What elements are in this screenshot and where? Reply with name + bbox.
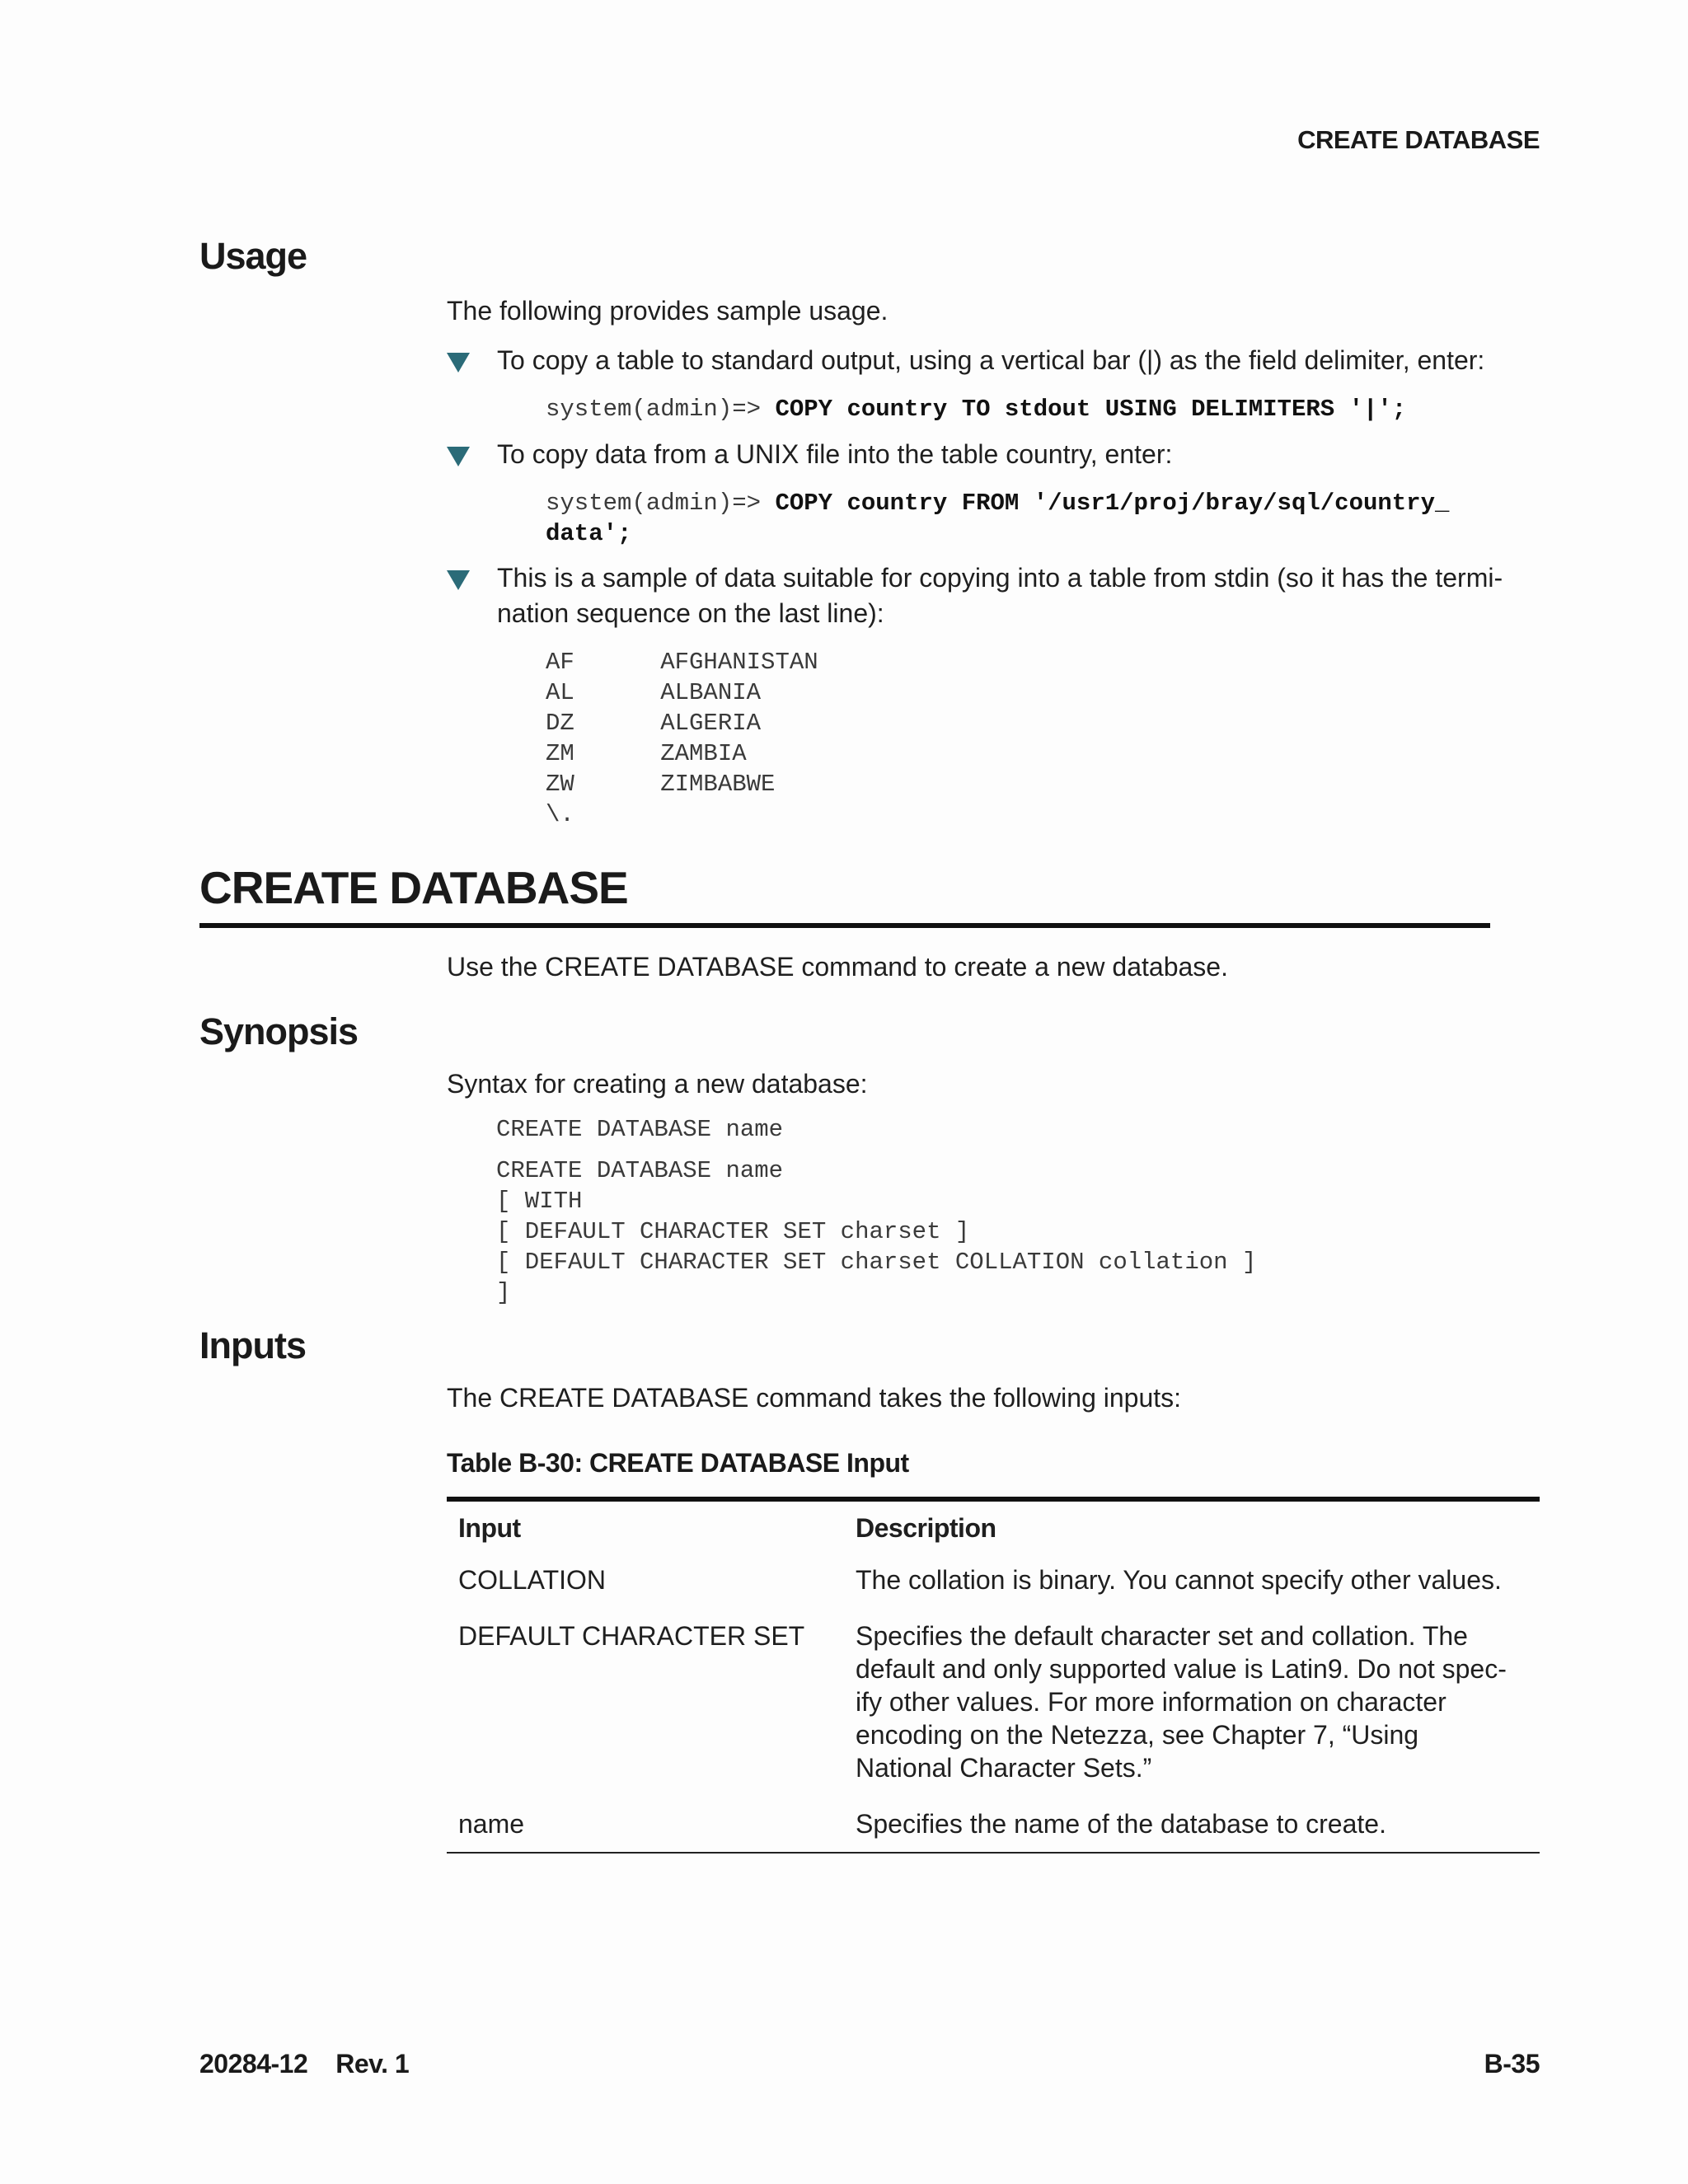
data-row: ZW ZIMBABWE <box>546 771 776 798</box>
usage-item-2-text: To copy data from a UNIX file into the table country, enter: <box>497 439 1173 469</box>
desc-line: Specifies the default character set and collation. The <box>856 1621 1468 1651</box>
section-title: CREATE DATABASE <box>199 862 628 913</box>
footer-revision: Rev. 1 <box>335 2049 410 2079</box>
usage-item-2-code <box>546 488 1449 549</box>
desc-line: encoding on the Netezza, see Chapter 7, “Using <box>856 1720 1419 1750</box>
code-line: [ DEFAULT CHARACTER SET charset COLLATION collation ] <box>496 1249 1257 1276</box>
text-line: nation sequence on the last line): <box>497 598 884 628</box>
column-header-input: Input <box>447 1499 844 1552</box>
data-row: ZM ZAMBIA <box>546 740 747 767</box>
synopsis-intro: Syntax for creating a new database: <box>447 1069 868 1099</box>
data-row: AF AFGHANISTAN <box>546 649 818 676</box>
inputs-heading: Inputs <box>199 1324 306 1366</box>
desc-line: Specifies the name of the database to create. <box>856 1809 1386 1839</box>
desc-line: default and only supported value is Latin9. Do not spec- <box>856 1654 1507 1684</box>
code-command: COPY country TO stdout USING DELIMITERS '|'; <box>775 396 1407 423</box>
bullet-arrow-icon <box>447 570 470 590</box>
cell-input: COLLATION <box>458 1565 606 1595</box>
table-row <box>447 1608 1540 1796</box>
desc-line: ify other values. For more information on character <box>856 1687 1447 1717</box>
cell-description <box>844 1796 1540 1853</box>
code-command-cont: data'; <box>546 520 632 547</box>
code-line: [ DEFAULT CHARACTER SET charset ] <box>496 1218 970 1245</box>
cell-input: DEFAULT CHARACTER SET <box>458 1621 805 1651</box>
bullet-arrow-icon <box>447 447 470 466</box>
desc-line: The collation is binary. You cannot specify other values. <box>856 1565 1502 1595</box>
inputs-intro: The CREATE DATABASE command takes the following inputs: <box>447 1383 1182 1413</box>
usage-item-1-text: To copy a table to standard output, using a vertical bar (|) as the field delimiter, enter: <box>497 345 1485 375</box>
table-row <box>447 1796 1540 1853</box>
code-command: COPY country FROM '/usr1/proj/bray/sql/country_ <box>775 490 1450 517</box>
usage-intro: The following provides sample usage. <box>447 296 889 326</box>
footer-doc-number: 20284-12 <box>199 2049 308 2079</box>
section-intro: Use the CREATE DATABASE command to create a new database. <box>447 952 1228 982</box>
code-line: CREATE DATABASE name <box>496 1157 784 1184</box>
synopsis-code-2 <box>496 1155 1256 1308</box>
synopsis-code-1: CREATE DATABASE name <box>496 1116 784 1143</box>
table-row <box>447 1552 1540 1608</box>
running-header: CREATE DATABASE <box>1297 125 1540 154</box>
section-rule <box>199 923 1490 928</box>
code-prompt: system(admin)=> <box>546 490 776 517</box>
usage-item-3-text <box>497 560 1503 631</box>
code-line: [ WITH <box>496 1188 583 1215</box>
data-row: AL ALBANIA <box>546 679 762 706</box>
inputs-table <box>447 1497 1540 1854</box>
synopsis-heading: Synopsis <box>199 1010 359 1052</box>
cell-input: name <box>447 1796 844 1853</box>
code-prompt: system(admin)=> <box>546 396 776 423</box>
data-row: \. <box>546 801 574 828</box>
table-header-row <box>447 1499 1540 1552</box>
usage-item-1-code <box>546 394 1406 424</box>
bullet-arrow-icon <box>447 353 470 373</box>
sample-data-block <box>546 647 818 830</box>
cell-description <box>844 1552 1540 1608</box>
table-caption: Table B-30: CREATE DATABASE Input <box>447 1448 909 1478</box>
column-header-description: Description <box>844 1499 1540 1552</box>
usage-heading: Usage <box>199 235 307 277</box>
data-row: DZ ALGERIA <box>546 710 762 737</box>
code-line: ] <box>496 1279 511 1306</box>
text-line: This is a sample of data suitable for copying into a table from stdin (so it has the termi- <box>497 563 1503 593</box>
footer-doc-info <box>199 2049 409 2079</box>
cell-description <box>844 1608 1540 1796</box>
desc-line: National Character Sets.” <box>856 1753 1152 1783</box>
footer-page-number: B-35 <box>1484 2049 1540 2079</box>
